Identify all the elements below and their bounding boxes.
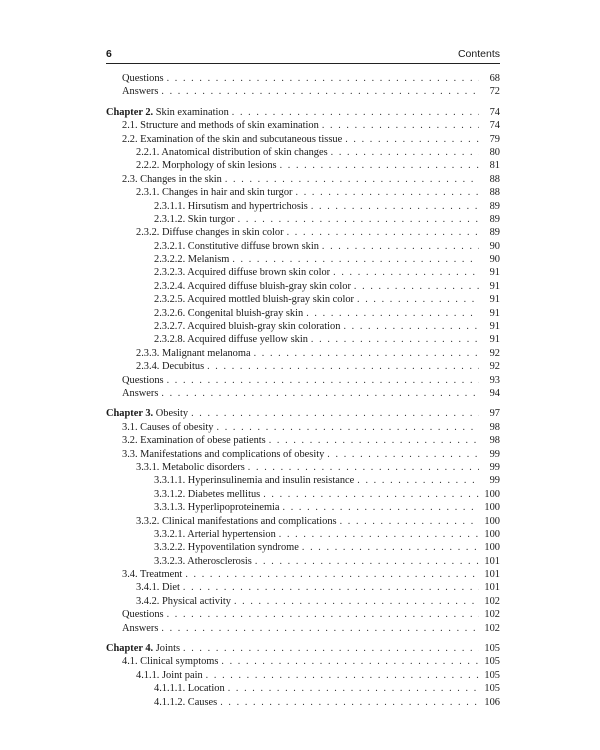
leader-dots — [333, 266, 479, 279]
leader-dots — [322, 240, 479, 253]
toc-page-number: 101 — [484, 555, 500, 567]
toc-entry-label: Questions — [122, 73, 164, 84]
toc-entry-label: 2.3.2.5. Acquired mottled bluish-gray skin color — [154, 294, 354, 306]
leader-dots — [161, 622, 479, 635]
leader-dots — [183, 642, 479, 655]
toc-page-number: 102 — [484, 595, 500, 607]
toc-entry — [106, 488, 500, 501]
toc-entry-label: 2.3.2.1. Constitutive diffuse brown skin — [154, 240, 319, 252]
leader-dots — [185, 568, 479, 581]
leader-dots — [269, 434, 479, 447]
toc-page-number: 106 — [484, 696, 500, 708]
leader-dots — [191, 407, 479, 420]
toc-entry — [106, 200, 500, 213]
toc-chapter-entry — [106, 106, 500, 119]
toc-entry-label: 2.3.2.2. Melanism — [154, 254, 230, 266]
toc-entry — [106, 72, 500, 85]
toc-entry-label: 2.1. Structure and methods of skin examination — [122, 120, 319, 132]
toc-entry-label: 3.4. Treatment — [122, 569, 183, 581]
toc-page-number: 91 — [489, 267, 500, 279]
toc-entry-label: 3.3.2.2. Hypoventilation syndrome — [154, 542, 299, 554]
toc-entry-label: 2.2.1. Anatomical distribution of skin changes — [136, 146, 328, 158]
toc-page-number: 100 — [484, 502, 500, 514]
toc-page-number: 68 — [489, 73, 500, 84]
toc-entry-label: 2.3.2.4. Acquired diffuse bluish-gray skin color — [154, 280, 351, 292]
toc-entry-label: 4.1.1.2. Causes — [154, 696, 218, 708]
toc-page-number: 105 — [484, 643, 500, 655]
leader-dots — [167, 374, 479, 387]
toc-chapter-number: Chapter 3. — [106, 408, 154, 420]
leader-dots — [221, 655, 479, 668]
leader-dots — [302, 541, 479, 554]
toc-entry-label: 2.3.2.7. Acquired bluish-gray skin coloration — [154, 321, 341, 333]
toc-entry — [106, 119, 500, 132]
toc-entry — [106, 226, 500, 239]
leader-dots — [296, 186, 479, 199]
toc-entry — [106, 581, 500, 594]
toc-page-number: 105 — [484, 669, 500, 681]
toc-entry-label: 2.3.1.2. Skin turgor — [154, 213, 235, 225]
leader-dots — [217, 421, 480, 434]
leader-dots — [311, 333, 479, 346]
toc-page-number: 72 — [489, 86, 500, 98]
toc-entry-label: Questions — [122, 374, 164, 386]
toc-page-number: 89 — [489, 213, 500, 225]
toc-page-number: 105 — [484, 656, 500, 668]
leader-dots — [343, 320, 479, 333]
toc-entry-label: 3.3.2.1. Arterial hypertension — [154, 528, 276, 540]
toc-entry — [106, 133, 500, 146]
toc-entry — [106, 159, 500, 172]
leader-dots — [167, 608, 479, 621]
toc-entry — [106, 682, 500, 695]
leader-dots — [287, 226, 479, 239]
toc-page-number: 80 — [489, 146, 500, 158]
toc-entry-label: 3.2. Examination of obese patients — [122, 435, 266, 447]
toc-page-number: 88 — [489, 187, 500, 199]
leader-dots — [345, 133, 479, 146]
toc-entry — [106, 555, 500, 568]
leader-dots — [183, 581, 479, 594]
toc-entry — [106, 501, 500, 514]
toc-entry-label: Questions — [122, 609, 164, 621]
toc-entry — [106, 448, 500, 461]
toc-page-number: 92 — [489, 361, 500, 373]
toc-entry-label — [106, 642, 180, 655]
leader-dots — [327, 448, 479, 461]
toc-page-number: 100 — [484, 528, 500, 540]
toc-page-number: 91 — [489, 294, 500, 306]
toc-page-number: 101 — [484, 582, 500, 594]
toc-page-number: 92 — [489, 347, 500, 359]
leader-dots — [161, 85, 479, 98]
toc-chapter-title: Skin examination — [155, 106, 229, 118]
toc-entry-label: 2.3.3. Malignant melanoma — [136, 347, 251, 359]
toc-entry-label: 3.4.1. Diet — [136, 582, 180, 594]
leader-dots — [331, 146, 479, 159]
toc-entry-label: 3.3.1.1. Hyperinsulinemia and insulin resistance — [154, 475, 355, 487]
toc-page-number: 93 — [489, 374, 500, 386]
toc-page-number: 88 — [489, 173, 500, 185]
toc-page-number: 91 — [489, 280, 500, 292]
toc-entry — [106, 307, 500, 320]
leader-dots — [206, 669, 479, 682]
toc-chapter-title: Obesity — [155, 408, 189, 420]
toc-page-number: 105 — [484, 683, 500, 695]
toc-page-number: 91 — [489, 307, 500, 319]
toc-page-number: 91 — [489, 334, 500, 346]
toc-page-number: 79 — [489, 133, 500, 145]
toc-entry-label: 2.2. Examination of the skin and subcutaneous tissue — [122, 133, 343, 145]
leader-dots — [228, 682, 479, 695]
toc-entry — [106, 696, 500, 709]
toc-entry-label: Answers — [122, 86, 159, 98]
leader-dots — [311, 200, 479, 213]
toc-page-number: 100 — [484, 542, 500, 554]
toc-page-number: 89 — [489, 227, 500, 239]
running-title: Contents — [457, 48, 500, 60]
toc-entry — [106, 173, 500, 186]
toc-chapter-title: Joints — [155, 643, 181, 655]
toc-page-number: 81 — [489, 160, 500, 172]
leader-dots — [322, 119, 479, 132]
toc-entry-label: 2.3.2.8. Acquired diffuse yellow skin — [154, 334, 308, 346]
toc-entry — [106, 293, 500, 306]
toc-entry-label: 2.3.4. Decubitus — [136, 361, 205, 373]
toc-entry-label — [106, 407, 188, 420]
toc-page-number: 91 — [489, 321, 500, 333]
toc-entry — [106, 541, 500, 554]
toc-entry-label: 2.3.2. Diffuse changes in skin color — [136, 227, 284, 239]
toc-entry-label: 3.3.1. Metabolic disorders — [136, 461, 245, 473]
toc-entry — [106, 280, 500, 293]
toc-chapter-number: Chapter 4. — [106, 643, 154, 655]
leader-dots — [161, 387, 479, 400]
toc-page-number: 99 — [489, 475, 500, 487]
table-of-contents — [106, 72, 500, 709]
toc-entry — [106, 421, 500, 434]
toc-chapter-number: Chapter 2. — [106, 106, 154, 118]
leader-dots — [238, 213, 479, 226]
toc-page-number: 98 — [489, 421, 500, 433]
toc-entry-label: 2.3.1.1. Hirsutism and hypertrichosis — [154, 200, 308, 212]
leader-dots — [254, 347, 479, 360]
toc-page-number: 98 — [489, 435, 500, 447]
toc-entry — [106, 333, 500, 346]
toc-entry — [106, 253, 500, 266]
leader-dots — [167, 72, 479, 85]
toc-entry — [106, 528, 500, 541]
toc-entry — [106, 360, 500, 373]
leader-dots — [207, 360, 479, 373]
toc-page-number: 74 — [489, 106, 500, 118]
toc-entry — [106, 85, 500, 98]
toc-page-number: 90 — [489, 254, 500, 266]
toc-entry-label: 3.3. Manifestations and complications of obesity — [122, 448, 325, 460]
toc-entry-label: 4.1.1. Joint pain — [136, 669, 203, 681]
toc-page-number: 99 — [489, 461, 500, 473]
toc-entry-label: 3.3.1.3. Hyperlipoproteinemia — [154, 502, 280, 514]
toc-page-number: 100 — [484, 515, 500, 527]
toc-entry-label: 3.4.2. Physical activity — [136, 595, 231, 607]
toc-entry — [106, 669, 500, 682]
toc-entry — [106, 608, 500, 621]
toc-entry-label: 2.3. Changes in the skin — [122, 173, 222, 185]
toc-entry — [106, 474, 500, 487]
toc-entry — [106, 434, 500, 447]
toc-entry — [106, 568, 500, 581]
toc-entry — [106, 461, 500, 474]
toc-page-number: 100 — [484, 488, 500, 500]
leader-dots — [306, 307, 479, 320]
leader-dots — [234, 595, 479, 608]
header-rule — [106, 63, 500, 64]
toc-entry — [106, 186, 500, 199]
page-number: 6 — [106, 48, 112, 60]
leader-dots — [232, 253, 479, 266]
toc-entry-label — [106, 106, 229, 119]
leader-dots — [280, 159, 479, 172]
toc-chapter-entry — [106, 642, 500, 655]
toc-page-number: 101 — [484, 569, 500, 581]
toc-entry — [106, 374, 500, 387]
leader-dots — [357, 474, 479, 487]
toc-entry-label: 3.1. Causes of obesity — [122, 421, 214, 433]
toc-entry — [106, 595, 500, 608]
running-head — [106, 48, 500, 62]
toc-page-number: 99 — [489, 448, 500, 460]
toc-page-number: 89 — [489, 200, 500, 212]
toc-entry — [106, 240, 500, 253]
leader-dots — [232, 106, 479, 119]
leader-dots — [354, 280, 479, 293]
leader-dots — [220, 696, 479, 709]
toc-entry — [106, 146, 500, 159]
toc-entry-label: 2.3.2.6. Congenital bluish-gray skin — [154, 307, 304, 319]
toc-entry — [106, 655, 500, 668]
toc-chapter-entry — [106, 407, 500, 420]
leader-dots — [255, 555, 479, 568]
leader-dots — [279, 528, 479, 541]
leader-dots — [340, 515, 479, 528]
toc-entry — [106, 213, 500, 226]
leader-dots — [283, 501, 479, 514]
toc-entry — [106, 320, 500, 333]
toc-page-number: 90 — [489, 240, 500, 252]
toc-entry-label: 3.3.2. Clinical manifestations and complications — [136, 515, 337, 527]
toc-entry-label: 4.1. Clinical symptoms — [122, 656, 219, 668]
toc-entry — [106, 347, 500, 360]
toc-entry — [106, 622, 500, 635]
leader-dots — [248, 461, 479, 474]
toc-entry-label: 3.3.2.3. Atherosclerosis — [154, 555, 252, 567]
leader-dots — [357, 293, 479, 306]
leader-dots — [225, 173, 479, 186]
toc-entry-label: 2.2.2. Morphology of skin lesions — [136, 160, 277, 172]
leader-dots — [263, 488, 479, 501]
toc-entry — [106, 387, 500, 400]
toc-page-number: 97 — [489, 408, 500, 420]
toc-entry — [106, 515, 500, 528]
toc-page-number: 102 — [484, 622, 500, 634]
toc-entry-label: Answers — [122, 387, 159, 399]
toc-entry-label: Answers — [122, 622, 159, 634]
toc-entry — [106, 266, 500, 279]
toc-entry-label: 4.1.1.1. Location — [154, 683, 225, 695]
toc-entry-label: 2.3.1. Changes in hair and skin turgor — [136, 187, 293, 199]
toc-page-number: 102 — [484, 609, 500, 621]
toc-page-number: 74 — [489, 120, 500, 132]
toc-entry-label: 2.3.2.3. Acquired diffuse brown skin color — [154, 267, 331, 279]
toc-page-number: 94 — [489, 387, 500, 399]
toc-entry-label: 3.3.1.2. Diabetes mellitus — [154, 488, 261, 500]
